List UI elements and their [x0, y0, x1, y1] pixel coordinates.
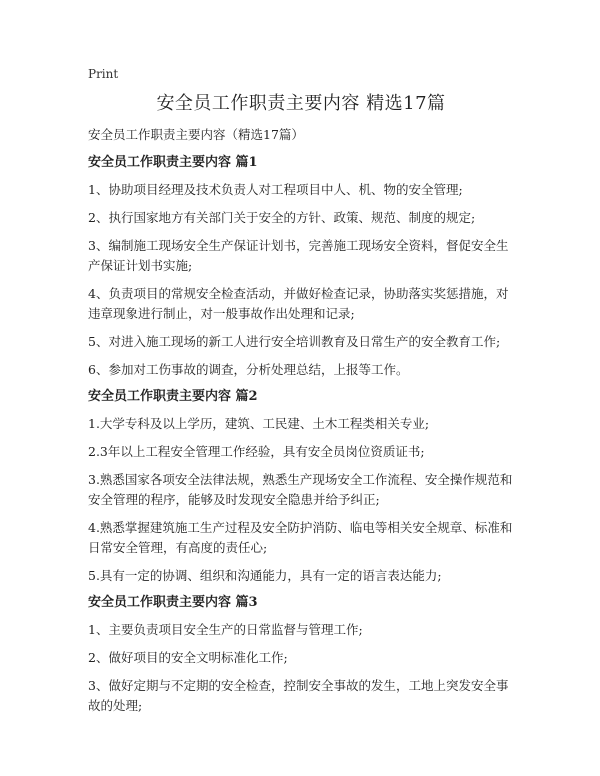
list-item: 3.熟悉国家各项安全法律法规，熟悉生产现场安全工作流程、安全操作规范和安全管理的程序，能够及时发现安全隐患并给予纠正;: [88, 472, 513, 507]
list-item: 5、对进入施工现场的新工人进行安全培训教育及日常生产的安全教育工作;: [88, 334, 501, 349]
section-3: [88, 594, 514, 716]
list-item: 6、参加对工伤事故的调查，分析处理总结，上报等工作。: [88, 362, 409, 377]
section-heading: 安全员工作职责主要内容 篇1: [88, 155, 258, 170]
list-item: 1、协助项目经理及技术负责人对工程项目中人、机、物的安全管理;: [88, 182, 463, 197]
section-heading: 安全员工作职责主要内容 篇2: [88, 389, 258, 404]
page-title: 安全员工作职责主要内容 精选17篇: [156, 93, 446, 114]
list-item: 3、做好定期与不定期的安全检查，控制安全事故的发生，工地上突发安全事故的处理;: [88, 678, 509, 713]
list-item: 3、编制施工现场安全生产保证计划书，完善施工现场安全资料，督促安全生产保证计划书实施;: [88, 238, 509, 273]
list-item: 1.大学专科及以上学历，建筑、工民建、土木工程类相关专业;: [88, 416, 430, 431]
print-link[interactable]: Print: [88, 67, 119, 81]
list-item: 5.具有一定的协调、组织和沟通能力，具有一定的语言表达能力;: [88, 568, 442, 583]
page-subtitle: 安全员工作职责主要内容（精选17篇）: [88, 127, 304, 142]
list-item: 2.3年以上工程安全管理工作经验，具有安全员岗位资质证书;: [88, 444, 425, 459]
section-2: [88, 388, 514, 586]
section-heading: 安全员工作职责主要内容 篇3: [88, 595, 258, 610]
list-item: 1、主要负责项目安全生产的日常监督与管理工作;: [88, 622, 363, 637]
list-item: 4.熟悉掌握建筑施工生产过程及安全防护消防、临电等相关安全规章、标准和日常安全管理，有高度的责任心;: [88, 520, 513, 555]
list-item: 2、做好项目的安全文明标准化工作;: [88, 650, 288, 665]
list-item: 2、执行国家地方有关部门关于安全的方针、政策、规范、制度的规定;: [88, 210, 476, 225]
section-1: [88, 154, 514, 380]
list-item: 4、负责项目的常规安全检查活动，并做好检查记录，协助落实奖惩措施，对违章现象进行制止，对一般事故作出处理和记录;: [88, 286, 509, 321]
